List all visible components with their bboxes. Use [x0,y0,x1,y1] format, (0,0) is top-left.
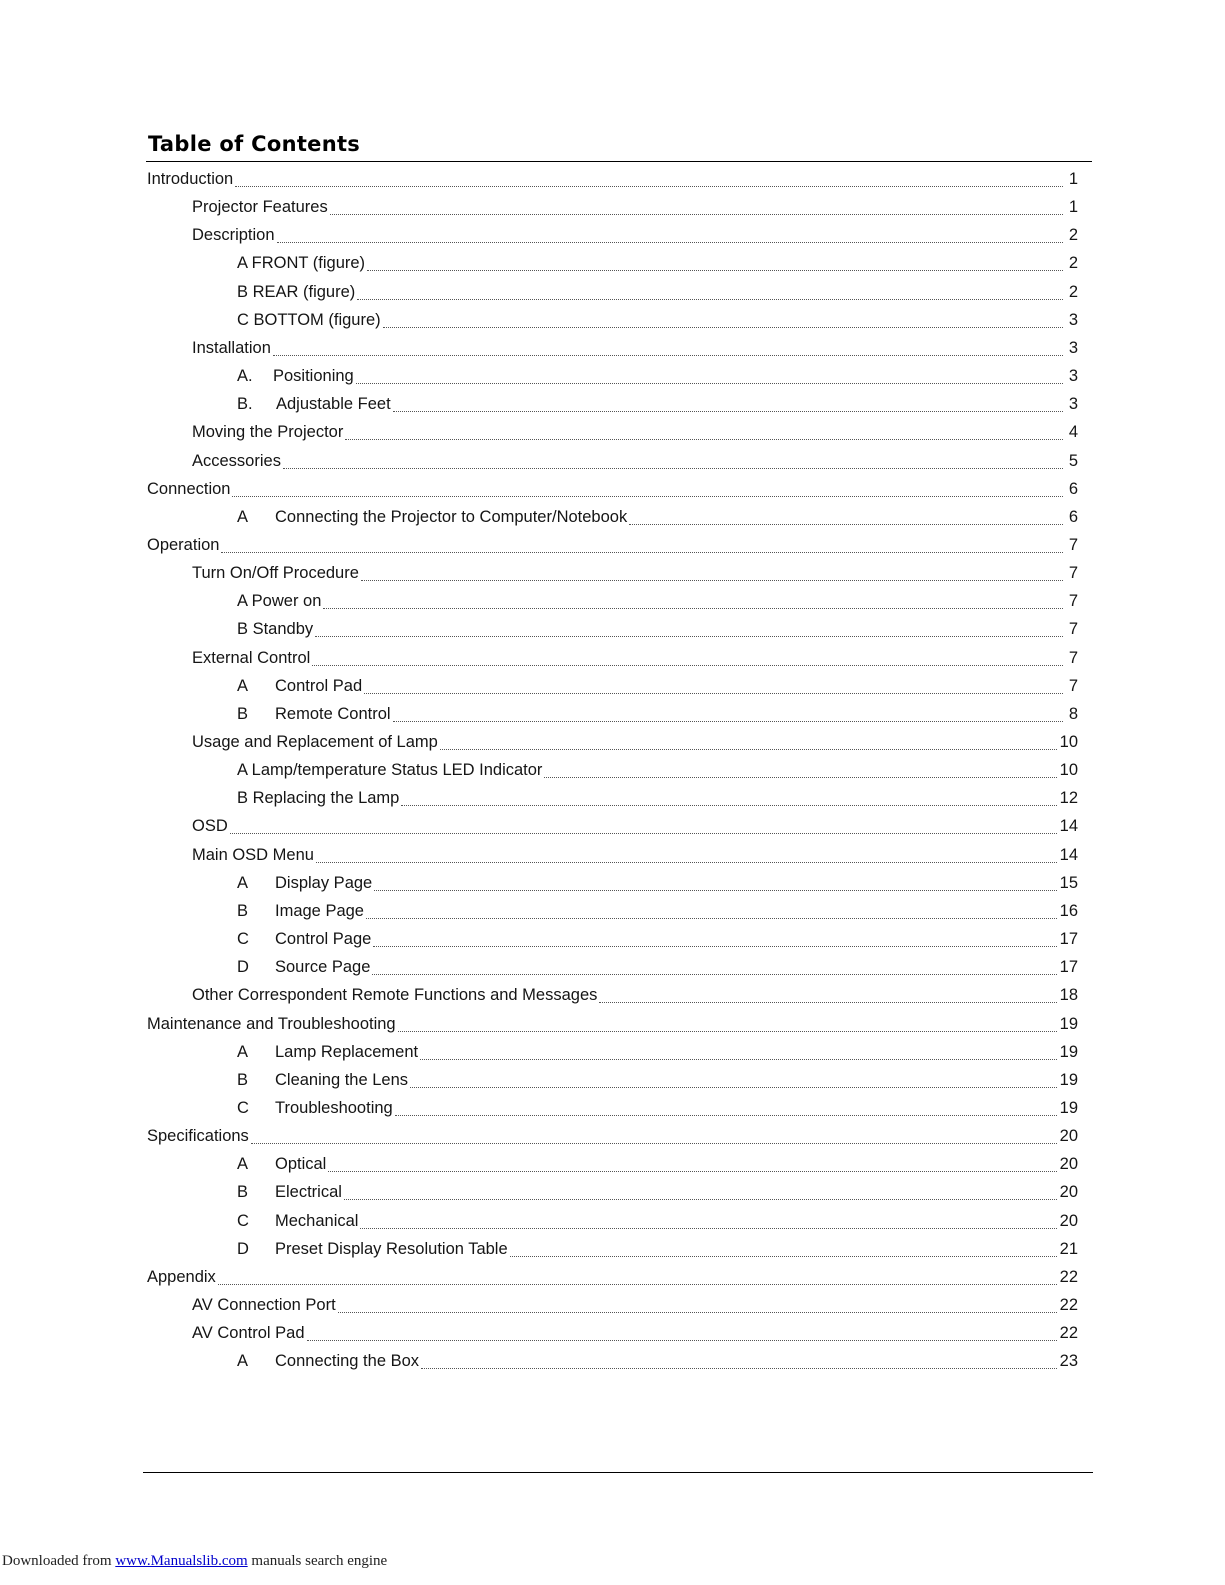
dot-leader [316,862,1057,863]
toc-entry-label [237,1043,418,1062]
toc-entry-prefix: B [237,1070,249,1089]
toc-entry-text: B Replacing the Lamp [237,788,400,807]
toc-entry-prefix: A [237,1042,249,1061]
toc-entry-page: 18 [1059,985,1078,1004]
toc-entry-label [237,254,365,273]
toc-entry-label [237,1352,419,1371]
dot-leader [366,918,1057,919]
toc-entry-label [192,733,438,752]
toc-entry-label [192,423,343,442]
toc-entry-page: 7 [1068,676,1078,695]
toc-entry-page: 2 [1068,225,1078,244]
toc-entry-label [147,536,219,555]
toc-entry-label [237,677,362,696]
toc-entry[interactable] [237,1207,1078,1235]
toc-entry[interactable] [192,728,1078,756]
toc-entry-label [237,1240,508,1259]
dot-leader [230,833,1057,834]
toc-entry[interactable] [192,193,1078,221]
toc-entry-text: Operation [147,535,220,554]
dot-leader [323,608,1063,609]
toc-entry-label [192,649,310,668]
toc-entry[interactable] [147,1010,1078,1038]
toc-entry-label [237,1099,393,1118]
dot-leader [344,1199,1057,1200]
title-rule [146,161,1092,162]
toc-entry-page: 3 [1068,310,1078,329]
toc-entry-text: Cleaning the Lens [275,1070,409,1089]
toc-entry-page: 14 [1059,845,1078,864]
dot-leader [251,1143,1057,1144]
toc-entry-prefix: B. [237,394,253,413]
toc-entry[interactable] [237,869,1078,897]
toc-entry[interactable] [192,1319,1078,1347]
toc-entry-label [237,283,355,302]
dot-leader [398,1031,1057,1032]
toc-entry-page: 23 [1059,1351,1078,1370]
dot-leader [420,1059,1057,1060]
toc-entry[interactable] [237,925,1078,953]
toc-entry-label [192,339,271,358]
toc-entry-text: Turn On/Off Procedure [192,563,359,582]
dot-leader [357,299,1063,300]
toc-entry[interactable] [237,1038,1078,1066]
toc-entry-label [192,198,328,217]
toc-entry-label [237,367,354,386]
toc-entry-text: Maintenance and Troubleshooting [147,1014,396,1033]
toc-entry-text: Control Page [275,929,372,948]
toc-entry-text: Image Page [275,901,364,920]
toc-entry-prefix: C [237,1098,249,1117]
toc-entry-text: Main OSD Menu [192,845,314,864]
toc-entry-label [192,564,359,583]
toc-entry[interactable] [237,249,1078,277]
toc-entry-page: 1 [1068,197,1078,216]
toc-entry[interactable] [192,1291,1078,1319]
toc-entry-text: Preset Display Resolution Table [275,1239,508,1258]
toc-entry-text: B REAR (figure) [237,282,356,301]
toc-entry-prefix: A. [237,366,253,385]
toc-entry-label [147,1127,249,1146]
toc-entry[interactable] [237,390,1078,418]
dot-leader [330,214,1063,215]
dot-leader [393,411,1063,412]
toc-entry-page: 12 [1059,788,1078,807]
toc-entry-label [237,620,313,639]
dot-leader [440,749,1057,750]
toc-entry[interactable] [192,418,1078,446]
toc-entry-page: 4 [1068,422,1078,441]
toc-entry[interactable] [237,700,1078,728]
toc-entry-label [147,480,230,499]
manualslib-link[interactable]: www.Manualslib.com [115,1553,248,1569]
toc-entry-prefix: D [237,957,249,976]
dot-leader [312,665,1063,666]
dot-leader [395,1115,1057,1116]
toc-entry-page: 22 [1059,1323,1078,1342]
toc-entry-page: 7 [1068,535,1078,554]
toc-entry-text: Description [192,225,275,244]
toc-entry-text: Connecting the Projector to Computer/Notebook [275,507,628,526]
toc-entry-text: Installation [192,338,271,357]
toc-entry[interactable] [237,784,1078,812]
toc-entry[interactable] [147,1263,1078,1291]
dot-leader [629,524,1063,525]
toc-entry-page: 20 [1059,1211,1078,1230]
toc-entry-label [237,1155,326,1174]
toc-entry-text: Specifications [147,1126,249,1145]
dot-leader [232,496,1063,497]
dot-leader [360,1228,1056,1229]
toc-entry-page: 3 [1068,394,1078,413]
toc-entry-label [237,705,391,724]
dot-leader [235,186,1063,187]
toc-entry-page: 21 [1059,1239,1078,1258]
toc-entry-text: Electrical [275,1182,342,1201]
download-footer [2,1553,387,1570]
toc-entry-label [192,1324,305,1343]
toc-entry-label [237,1212,358,1231]
toc-entry[interactable] [237,306,1078,334]
toc-entry-text: AV Connection Port [192,1295,336,1314]
toc-entry[interactable] [237,1150,1078,1178]
toc-entry-page: 3 [1068,338,1078,357]
toc-entry-text: Source Page [275,957,371,976]
toc-entry-text: Positioning [273,366,354,385]
toc-entry-page: 19 [1059,1098,1078,1117]
toc-entry-prefix: B [237,901,249,920]
toc-entry-page: 14 [1059,816,1078,835]
toc-entry-text: Adjustable Feet [276,394,391,413]
toc-entry-page: 19 [1059,1042,1078,1061]
toc-entry-text: A Power on [237,591,322,610]
toc-entry-text: Control Pad [275,676,363,695]
toc-entry-text: Connection [147,479,231,498]
toc-entry-text: Accessories [192,451,281,470]
toc-entry-page: 6 [1068,507,1078,526]
toc-entry-prefix: C [237,929,249,948]
dot-leader [364,693,1063,694]
toc-entry-page: 15 [1059,873,1078,892]
toc-entry[interactable] [237,587,1078,615]
toc-entry[interactable] [237,756,1078,784]
toc-entry[interactable] [237,1178,1078,1206]
toc-entry-text: C BOTTOM (figure) [237,310,381,329]
toc-entry-text: Remote Control [275,704,391,723]
toc-entry-text: Appendix [147,1267,216,1286]
toc-entry-page: 7 [1068,591,1078,610]
toc-entry[interactable] [192,447,1078,475]
toc-entry-page: 2 [1068,253,1078,272]
toc-entry[interactable] [237,615,1078,643]
page-title: Table of Contents [148,132,361,156]
toc-entry-prefix: A [237,1154,249,1173]
toc-entry-page: 20 [1059,1182,1078,1201]
toc-entry-label [237,761,542,780]
footer-prefix: Downloaded from [2,1553,116,1569]
toc-entry-text: External Control [192,648,311,667]
toc-entry-page: 2 [1068,282,1078,301]
toc-entry-label [192,1296,336,1315]
toc-entry-page: 22 [1059,1295,1078,1314]
dot-leader [273,355,1063,356]
toc-entry-label [192,226,275,245]
toc-entry-label [237,1183,342,1202]
toc-entry-prefix: D [237,1239,249,1258]
toc-entry-page: 20 [1059,1154,1078,1173]
toc-entry-label [147,170,233,189]
toc-entry-prefix: A [237,676,249,695]
toc-entry-label [237,789,399,808]
toc-entry[interactable] [237,953,1078,981]
dot-leader [277,242,1063,243]
toc-entry-page: 8 [1068,704,1078,723]
toc-entry-page: 5 [1068,451,1078,470]
dot-leader [221,552,1063,553]
toc-entry-text: Optical [275,1154,327,1173]
dot-leader [544,777,1056,778]
toc-entry-page: 20 [1059,1126,1078,1145]
toc-entry-text: B Standby [237,619,314,638]
dot-leader [315,636,1063,637]
toc-entry-label [192,452,281,471]
dot-leader [374,890,1056,891]
dot-leader [338,1312,1057,1313]
toc-entry[interactable] [192,644,1078,672]
dot-leader [345,439,1063,440]
toc-entry-label [237,1071,408,1090]
toc-entry-text: Troubleshooting [275,1098,393,1117]
dot-leader [383,327,1063,328]
toc-entry-label [237,902,364,921]
toc-entry[interactable] [237,503,1078,531]
toc-entry-text: Usage and Replacement of Lamp [192,732,438,751]
toc-entry[interactable] [192,221,1078,249]
toc-entry-label [237,311,381,330]
toc-entry-prefix: C [237,1211,249,1230]
toc-entry-page: 19 [1059,1014,1078,1033]
dot-leader [373,946,1056,947]
toc-entry-prefix: A [237,873,249,892]
toc-entry[interactable] [147,165,1078,193]
toc-entry[interactable] [237,672,1078,700]
toc-entry-label [237,958,370,977]
toc-entry-page: 22 [1059,1267,1078,1286]
toc-entry[interactable] [147,1122,1078,1150]
toc-entry-label [237,592,321,611]
toc-entry-page: 1 [1068,169,1078,188]
toc-entry-prefix: B [237,704,249,723]
toc-entry[interactable] [192,812,1078,840]
toc-entry-text: AV Control Pad [192,1323,305,1342]
dot-leader [393,721,1063,722]
toc-entry[interactable] [237,362,1078,390]
dot-leader [599,1002,1056,1003]
dot-leader [361,580,1063,581]
toc-entry-label [237,508,627,527]
toc-entry-label [237,930,371,949]
toc-entry-page: 7 [1068,619,1078,638]
toc-entry-label [192,817,228,836]
footer-rule [143,1472,1093,1473]
toc-entry[interactable] [237,1094,1078,1122]
toc-entry-page: 10 [1059,760,1078,779]
toc-entry[interactable] [237,278,1078,306]
dot-leader [328,1171,1056,1172]
toc-entry[interactable] [237,1235,1078,1263]
toc-entry-page: 17 [1059,929,1078,948]
toc-entry-page: 19 [1059,1070,1078,1089]
toc-entry[interactable] [192,841,1078,869]
toc-entry-text: Moving the Projector [192,422,344,441]
toc-entry[interactable] [147,475,1078,503]
toc-entry-page: 3 [1068,366,1078,385]
toc-entry-prefix: B [237,1182,249,1201]
toc-entry-text: Lamp Replacement [275,1042,419,1061]
toc-entry-text: Connecting the Box [275,1351,420,1370]
toc-entry-label [147,1268,216,1287]
toc-entry[interactable] [237,897,1078,925]
toc-entry-label [237,874,372,893]
toc-entry[interactable] [192,334,1078,362]
toc-entry-prefix: A [237,1351,249,1370]
toc-entry[interactable] [192,981,1078,1009]
toc-entry-text: A FRONT (figure) [237,253,366,272]
toc-entry[interactable] [237,1066,1078,1094]
toc-entry-text: Display Page [275,873,373,892]
footer-suffix: manuals search engine [247,1553,388,1569]
dot-leader [410,1087,1057,1088]
toc-entry-page: 10 [1059,732,1078,751]
dot-leader [307,1340,1057,1341]
toc-entry-page: 6 [1068,479,1078,498]
toc-entry-text: Projector Features [192,197,328,216]
toc-entry-text: A Lamp/temperature Status LED Indicator [237,760,543,779]
dot-leader [283,468,1063,469]
toc-entry-prefix: A [237,507,249,526]
toc-entry[interactable] [147,531,1078,559]
dot-leader [356,383,1063,384]
toc-entry-label [237,395,391,414]
dot-leader [372,974,1056,975]
toc-entry-label [192,986,597,1005]
dot-leader [421,1368,1057,1369]
toc-entry[interactable] [237,1347,1078,1375]
toc-entry-label [192,846,314,865]
toc-entry-page: 7 [1068,563,1078,582]
dot-leader [218,1284,1057,1285]
toc-entry-text: Mechanical [275,1211,359,1230]
toc-entry-text: Introduction [147,169,234,188]
toc-entry-label [147,1015,396,1034]
dot-leader [401,805,1056,806]
toc-entry-text: OSD [192,816,228,835]
dot-leader [367,270,1063,271]
toc-entry-text: Other Correspondent Remote Functions and Messages [192,985,598,1004]
toc-entry-page: 16 [1059,901,1078,920]
dot-leader [510,1256,1057,1257]
toc-entry-page: 7 [1068,648,1078,667]
toc-entry[interactable] [192,559,1078,587]
toc-entry-page: 17 [1059,957,1078,976]
